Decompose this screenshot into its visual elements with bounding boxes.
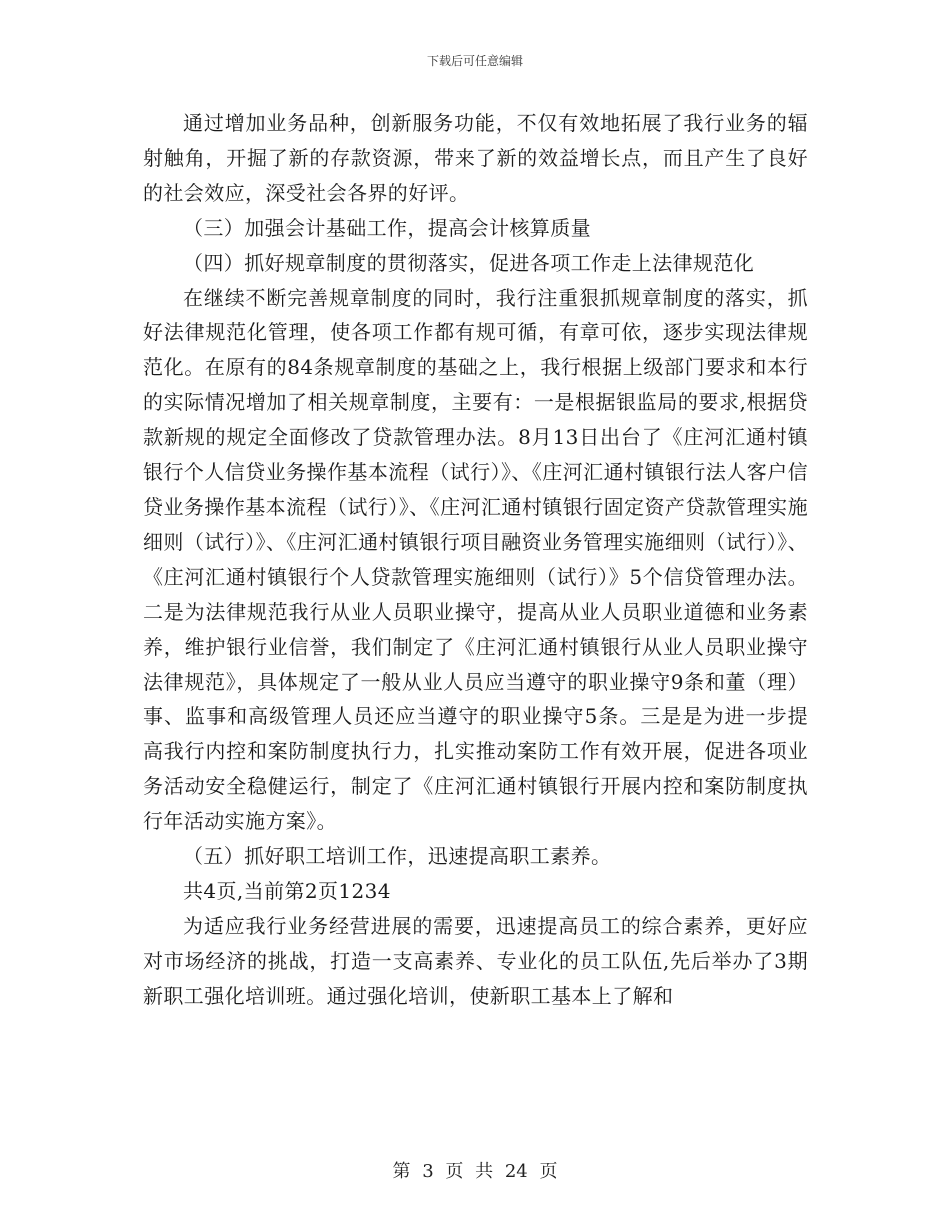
page-counter-line: 共4页,当前第2页1234 [183, 878, 391, 903]
paragraph-training: 为适应我行业务经营进展的需要，迅速提高员工的综合素养，更好应对市场经济的挑战，打造一支高素养、专业化的员工队伍,先后举办了3期新职工强化培训班。通过强化培训，使新职工基本上了解和 [143, 913, 808, 1008]
paragraph-regulations: 在继续不断完善规章制度的同时，我行注重狠抓规章制度的落实，抓好法律规范化管理，使各项工作都有规可循，有章可依，逐步实现法律规范化。在原有的84条规章制度的基础之上，我行根据上级部门要求和本行的实际情况增加了相关规章制度，主要有：一是根据银监局的要求,根据贷款新规的规定全面修改了贷款管理办法。8月13日出台了《庄河汇通村镇银行个人信贷业务操作基本流程（试行）》、《庄河汇通村镇银行法人客户信贷业务操作基本流程（试行）》、《庄河汇通村镇银行固定资产贷款管理实施细则（试行）》、《庄河汇通村镇银行项目融资业务管理实施细则（试行）》、《庄河汇通村镇银行个人贷款管理实施细则（试行）》5个信贷管理办法。二是为法律规范我行从业人员职业操守，提高从业人员职业道德和业务素养，维护银行业信誉，我们制定了《庄河汇通村镇银行从业人员职业操守法律规范》，具体规定了一般从业人员应当遵守的职业操守9条和董（理）事、监事和高级管理人员还应当遵守的职业操守5条。三是是为进一步提高我行内控和案防制度执行力，扎实推动案防工作有效开展，促进各项业务活动安全稳健运行，制定了《庄河汇通村镇银行开展内控和案防制度执行年活动实施方案》。 [143, 285, 808, 834]
heading-accounting: （三）加强会计基础工作，提高会计核算质量 [183, 215, 591, 240]
heading-regulations: （四）抓好规章制度的贯彻落实，促进各项工作走上法律规范化 [183, 250, 755, 275]
document-body [143, 106, 808, 1014]
page-footer: 第 3 页 共 24 页 [392, 1161, 558, 1182]
paragraph-services: 通过增加业务品种，创新服务功能，不仅有效地拓展了我行业务的辐射触角，开掘了新的存款资源，带来了新的效益增长点，而且产生了良好的社会效应，深受社会各界的好评。 [143, 111, 808, 205]
heading-training: （五）抓好职工培训工作，迅速提高职工素养。 [183, 844, 612, 869]
page-header: 下载后可任意编辑 [426, 54, 523, 68]
